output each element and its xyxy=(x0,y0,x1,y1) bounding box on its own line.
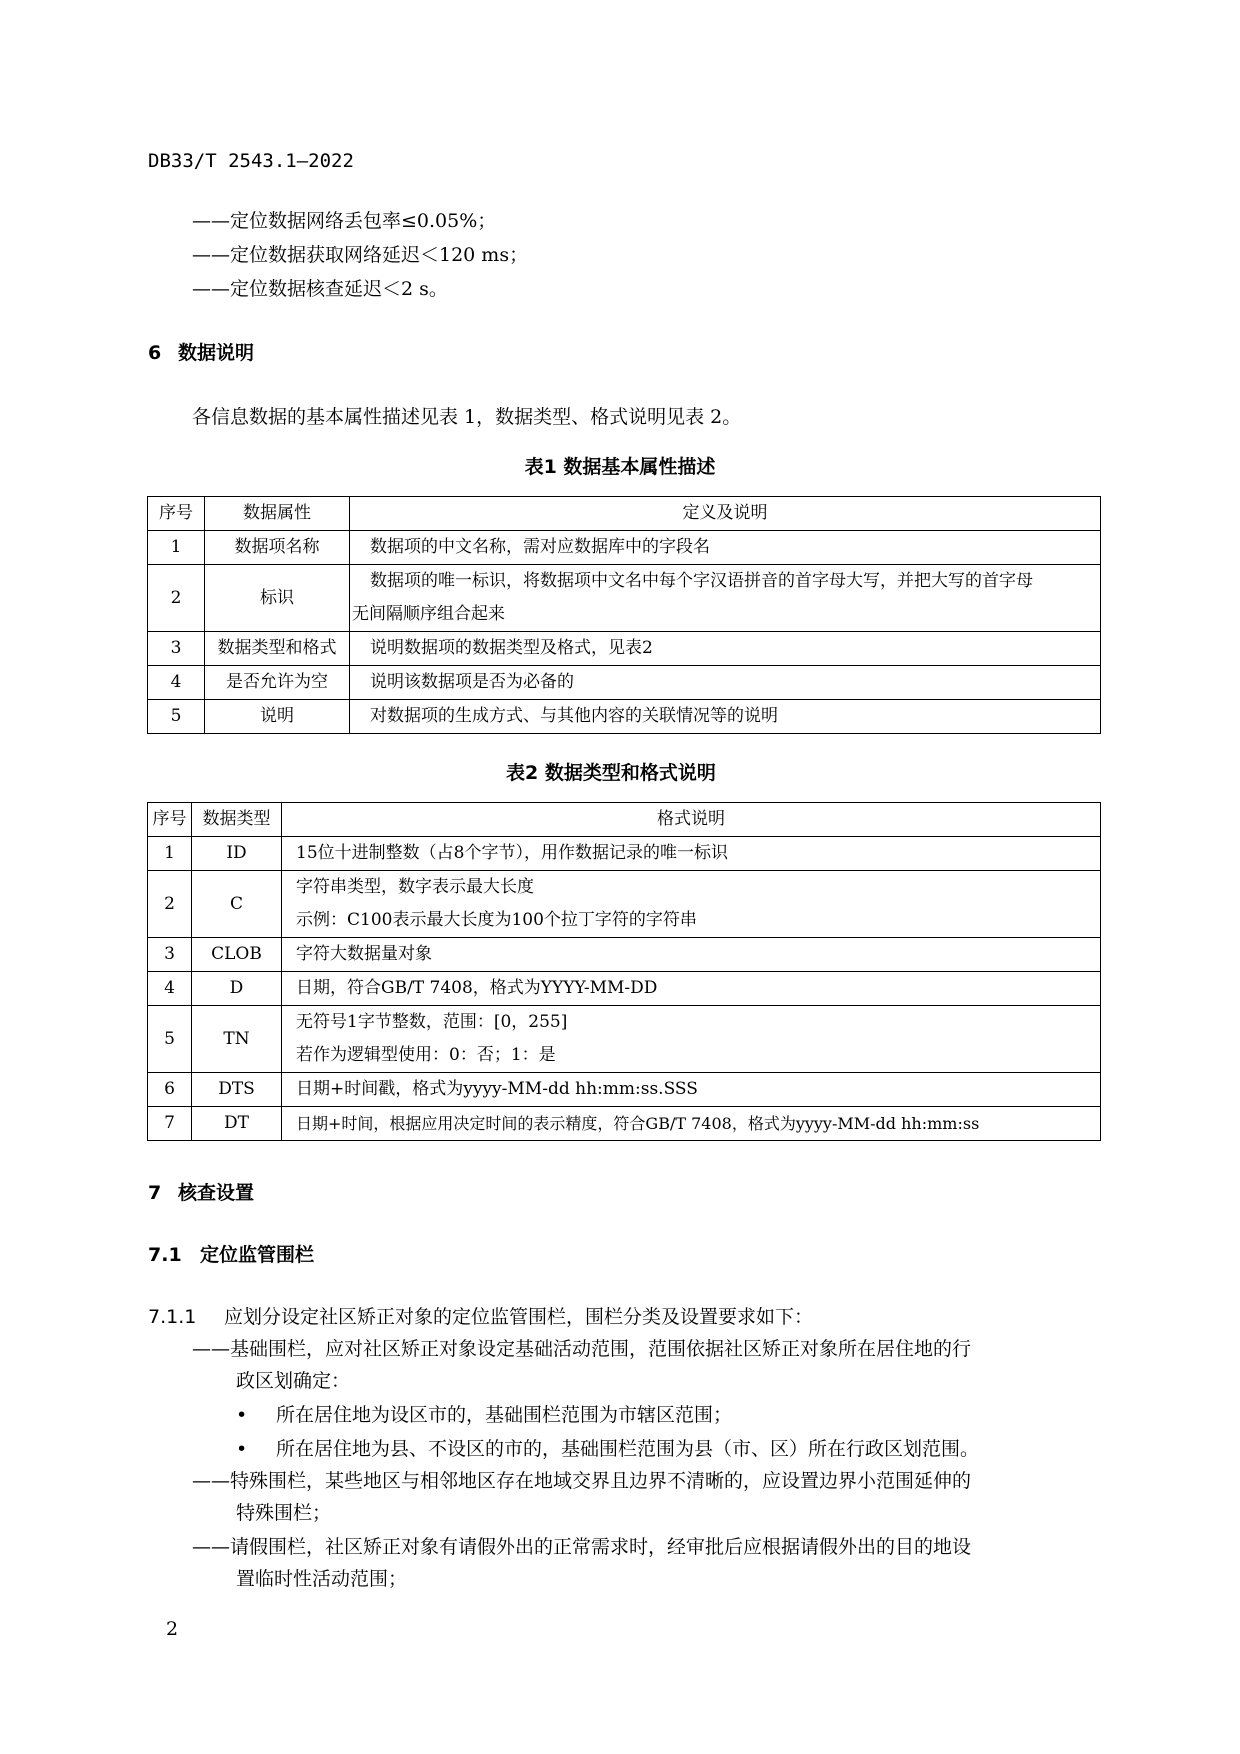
cell-desc-line: 字符串类型，数字表示最大长度 xyxy=(296,877,534,897)
cell-no: 2 xyxy=(148,871,192,938)
page-number: 2 xyxy=(166,1618,179,1640)
table-row xyxy=(148,972,1101,1006)
cell-desc: 15位十进制整数（占8个字节），用作数据记录的唯一标识 xyxy=(282,837,1101,871)
bullet-item xyxy=(236,1400,732,1427)
cell-desc: 对数据项的生成方式、与其他内容的关联情况等的说明 xyxy=(350,700,1101,734)
cell-desc-line: 若作为逻辑型使用：0：否；1：是 xyxy=(296,1045,556,1065)
table-header-row xyxy=(148,803,1101,837)
section-title: 核查设置 xyxy=(178,1182,255,1204)
section-number: 7 xyxy=(148,1182,162,1204)
list-item: ——请假围栏，社区矫正对象有请假外出的正常需求时，经审批后应根据请假外出的目的地设 xyxy=(192,1536,972,1558)
table-row xyxy=(148,1107,1101,1141)
table-row xyxy=(148,700,1101,734)
cell-desc xyxy=(282,871,1101,938)
cell-no: 4 xyxy=(148,666,205,700)
bullet-text: 所在居住地为县、不设区的市的，基础围栏范围为县（市、区）所在行政区划范围。 xyxy=(276,1438,980,1460)
list-item: ——基础围栏，应对社区矫正对象设定基础活动范围，范围依据社区矫正对象所在居住地的行 xyxy=(192,1338,972,1360)
cell-desc-line: 数据项的唯一标识，将数据项中文名中每个字汉语拼音的首字母大写，并把大写的首字母 xyxy=(370,571,1033,591)
cell-desc: 数据项的中文名称，需对应数据库中的字段名 xyxy=(350,531,1101,565)
document-header: DB33/T 2543.1—2022 xyxy=(148,150,354,172)
table-row xyxy=(148,565,1101,632)
table2-caption: 表2 数据类型和格式说明 xyxy=(506,762,716,784)
list-item: ——定位数据网络丢包率≤0.05%； xyxy=(192,210,497,232)
cell-desc xyxy=(350,565,1101,632)
cell-type: ID xyxy=(192,837,282,871)
table-row xyxy=(148,871,1101,938)
section-heading-7-1 xyxy=(148,1240,314,1267)
column-header: 序号 xyxy=(148,803,192,837)
cell-desc-line: 无间隔顺序组合起来 xyxy=(352,604,505,624)
list-item-continuation: 政区划确定： xyxy=(236,1370,351,1392)
cell-desc: 日期+时间戳，格式为yyyy-MM-dd hh:mm:ss.SSS xyxy=(282,1073,1101,1107)
column-header: 格式说明 xyxy=(282,803,1101,837)
cell-no: 3 xyxy=(148,632,205,666)
table-row xyxy=(148,1006,1101,1073)
section-number: 7.1 xyxy=(148,1244,182,1266)
cell-no: 6 xyxy=(148,1073,192,1107)
cell-type: DTS xyxy=(192,1073,282,1107)
cell-type: C xyxy=(192,871,282,938)
clause-7-1-1 xyxy=(148,1302,813,1329)
section-title: 数据说明 xyxy=(178,342,255,364)
cell-no: 1 xyxy=(148,531,205,565)
section-intro: 各信息数据的基本属性描述见表 1，数据类型、格式说明见表 2。 xyxy=(192,406,742,428)
cell-attr: 数据项名称 xyxy=(205,531,350,565)
table1-caption: 表1 数据基本属性描述 xyxy=(524,456,716,478)
table1 xyxy=(147,496,1101,734)
list-item: ——特殊围栏，某些地区与相邻地区存在地域交界且边界不清晰的，应设置边界小范围延伸的 xyxy=(192,1470,972,1492)
cell-attr: 数据类型和格式 xyxy=(205,632,350,666)
cell-no: 5 xyxy=(148,1006,192,1073)
bullet-item xyxy=(236,1434,979,1461)
cell-no: 4 xyxy=(148,972,192,1006)
cell-no: 2 xyxy=(148,565,205,632)
cell-no: 1 xyxy=(148,837,192,871)
table-row xyxy=(148,938,1101,972)
section-heading-6 xyxy=(148,338,254,365)
column-header: 数据属性 xyxy=(205,497,350,531)
cell-desc: 字符大数据量对象 xyxy=(282,938,1101,972)
clause-text: 应划分设定社区矫正对象的定位监管围栏，围栏分类及设置要求如下： xyxy=(224,1306,814,1328)
list-item: ——定位数据核查延迟＜2 s。 xyxy=(192,278,448,300)
table-row xyxy=(148,1073,1101,1107)
column-header: 序号 xyxy=(148,497,205,531)
column-header: 数据类型 xyxy=(192,803,282,837)
bullet-icon: • xyxy=(236,1438,248,1460)
table-row xyxy=(148,632,1101,666)
cell-no: 3 xyxy=(148,938,192,972)
clause-number: 7.1.1 xyxy=(148,1306,197,1328)
bullet-icon: • xyxy=(236,1404,248,1426)
cell-attr: 说明 xyxy=(205,700,350,734)
table-row xyxy=(148,531,1101,565)
cell-desc: 日期，符合GB/T 7408，格式为YYYY-MM-DD xyxy=(282,972,1101,1006)
table2 xyxy=(147,802,1101,1141)
cell-type: CLOB xyxy=(192,938,282,972)
column-header: 定义及说明 xyxy=(350,497,1101,531)
list-item: ——定位数据获取网络延迟＜120 ms； xyxy=(192,244,529,266)
cell-desc: 说明该数据项是否为必备的 xyxy=(350,666,1101,700)
cell-no: 5 xyxy=(148,700,205,734)
cell-attr: 标识 xyxy=(205,565,350,632)
table-header-row xyxy=(148,497,1101,531)
cell-desc: 日期+时间，根据应用决定时间的表示精度，符合GB/T 7408，格式为yyyy-MM-dd hh:mm:ss xyxy=(282,1107,1101,1141)
section-number: 6 xyxy=(148,342,162,364)
cell-type: D xyxy=(192,972,282,1006)
cell-type: TN xyxy=(192,1006,282,1073)
list-item-continuation: 置临时性活动范围； xyxy=(236,1568,408,1590)
table-row xyxy=(148,666,1101,700)
bullet-text: 所在居住地为设区市的，基础围栏范围为市辖区范围； xyxy=(276,1404,733,1426)
cell-desc-line: 无符号1字节整数，范围：[0，255] xyxy=(296,1012,568,1032)
cell-type: DT xyxy=(192,1107,282,1141)
cell-desc: 说明数据项的数据类型及格式，见表2 xyxy=(350,632,1101,666)
cell-attr: 是否允许为空 xyxy=(205,666,350,700)
cell-no: 7 xyxy=(148,1107,192,1141)
section-heading-7 xyxy=(148,1178,254,1205)
section-title: 定位监管围栏 xyxy=(200,1244,315,1266)
cell-desc-line: 示例：C100表示最大长度为100个拉丁字符的字符串 xyxy=(296,910,697,930)
list-item-continuation: 特殊围栏； xyxy=(236,1502,332,1524)
table-row xyxy=(148,837,1101,871)
cell-desc xyxy=(282,1006,1101,1073)
